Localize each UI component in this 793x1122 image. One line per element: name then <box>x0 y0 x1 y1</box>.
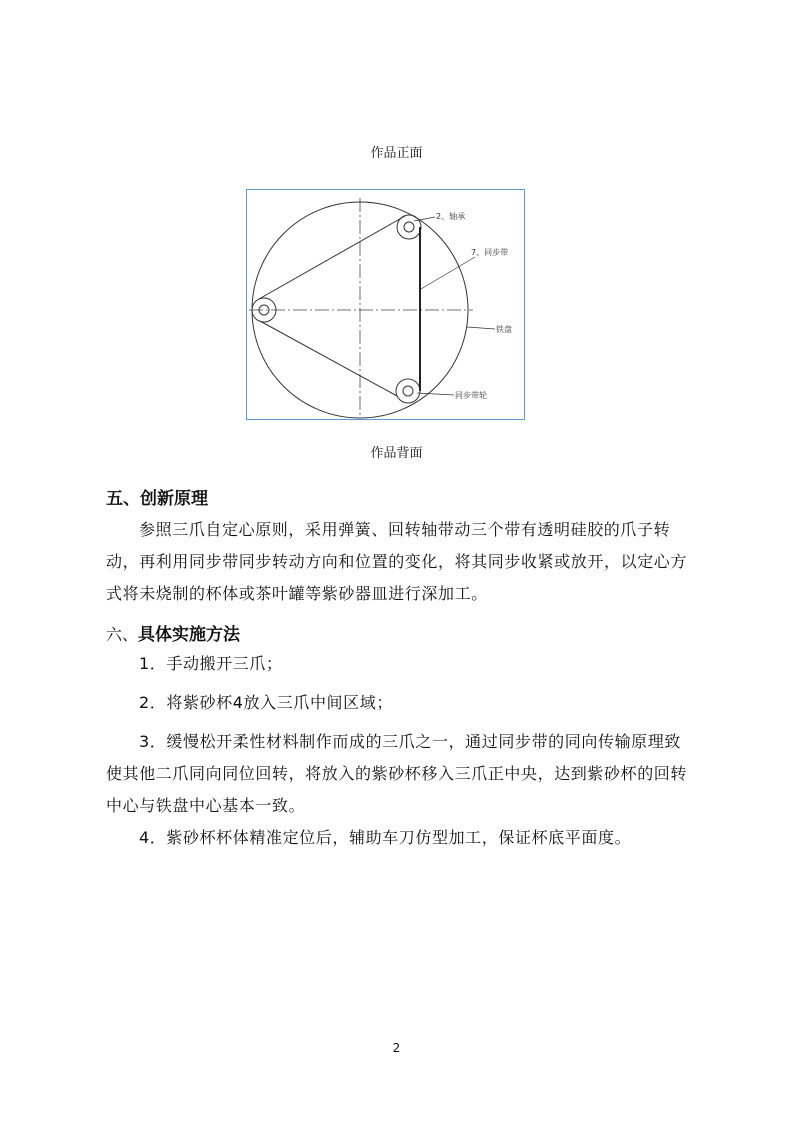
section6-heading-title: 具体实施方法 <box>138 625 241 645</box>
caption-front: 作品正面 <box>370 146 423 161</box>
leader-disc <box>467 327 495 329</box>
step-4: 4．紫砂杯杯体精准定位后，辅助车刀仿型加工，保证杯底平面度。 <box>139 828 632 847</box>
section5-heading: 五、创新原理 <box>106 489 208 509</box>
section6-heading <box>106 620 240 645</box>
step-1: 1．手动搬开三爪； <box>139 654 283 673</box>
label-disc: 铁盘 <box>496 325 512 334</box>
label-belt: 7、同步带 <box>471 248 509 257</box>
label-pulley: 同步带轮 <box>455 391 487 400</box>
section6-heading-prefix: 六、 <box>106 625 139 644</box>
step-2: 2．将紫砂杯4放入三爪中间区域； <box>139 693 393 712</box>
step-3: 3．缓慢松开柔性材料制作而成的三爪之一，通过同步带的同向传输原理致使其他二爪同向同位回转，将放入的紫砂杯移入三爪正中央，达到紫砂杯的回转中心与铁盘中心基本一致。 <box>106 732 688 815</box>
leader-pulley <box>417 393 454 395</box>
label-bearing: 2、轴承 <box>436 212 466 221</box>
belt-segment-bottom <box>260 321 397 396</box>
section5-paragraph: 参照三爪自定心原则，采用弹簧、回转轴带动三个带有透明硅胶的爪子转动，再利用同步带同步转动方向和位置的变化，将其同步收紧或放开，以定心方式将未烧制的杯体或茶叶罐等紫砂器皿进行深加工。 <box>106 520 688 603</box>
pulley-bottom <box>396 379 420 403</box>
caption-back: 作品背面 <box>370 446 423 461</box>
figure-back-diagram <box>246 189 525 420</box>
belt-segment-top <box>259 216 405 299</box>
leader-belt <box>421 257 475 289</box>
page-number: 2 <box>392 1041 401 1055</box>
